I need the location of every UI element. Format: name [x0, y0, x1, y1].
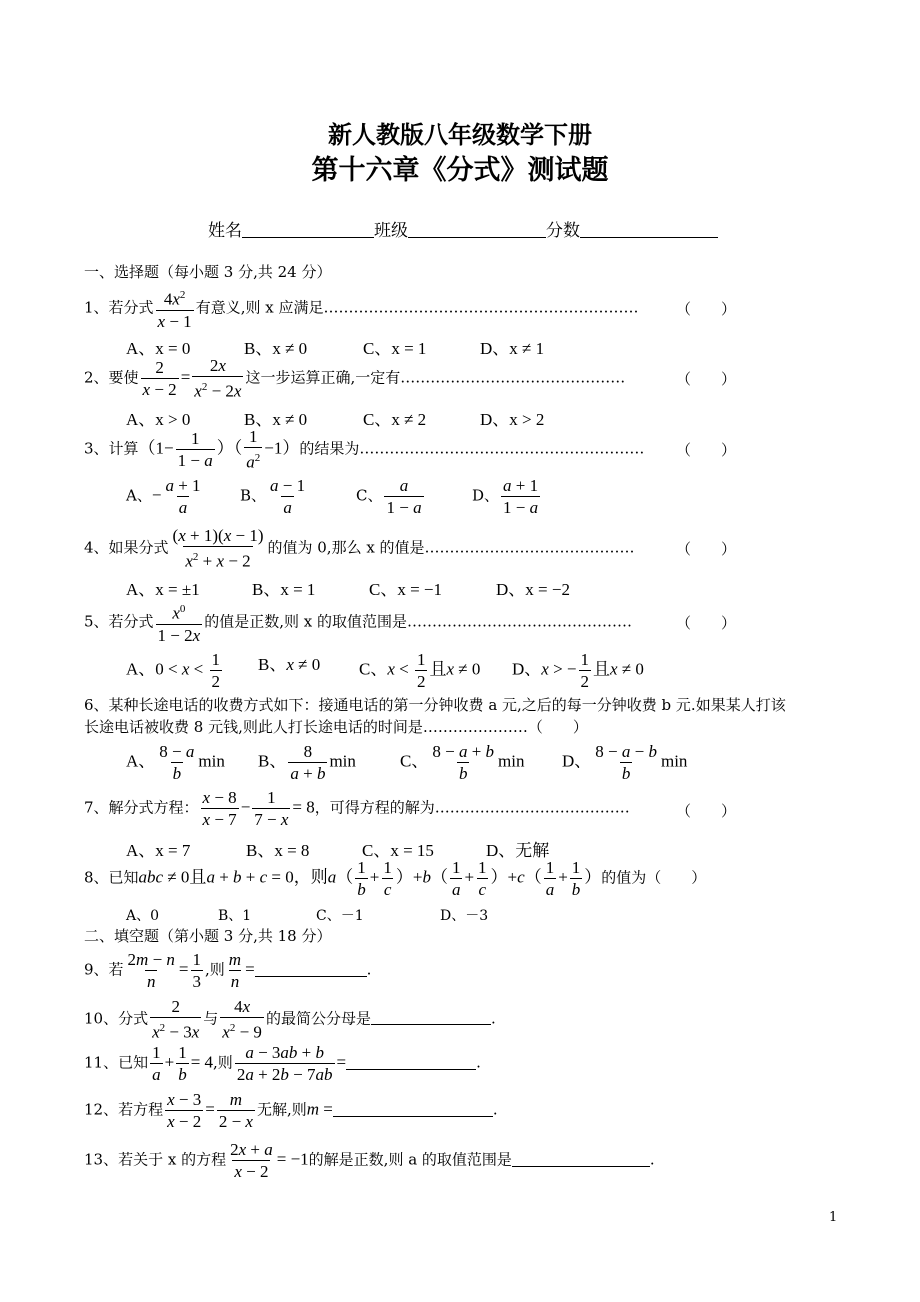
option-a[interactable]: A、0 < x < $\frac{1}{2}$ — [126, 650, 221, 691]
answer-paren[interactable]: （ ） — [676, 802, 737, 820]
option-b[interactable]: B、 $\frac{8}{a + b}$ min — [258, 742, 356, 783]
answer-blank[interactable] — [371, 1010, 491, 1025]
question-2: 2、要使 $\frac{2}{x - 2}$ = $\frac{2x}{x^2 - 2x}$ 这一步运算正确,一定有……………………………………… — [84, 356, 626, 401]
option-c[interactable]: C、x ≠ 2 — [363, 410, 427, 429]
option-b[interactable]: B、x ≠ 0 — [244, 339, 308, 358]
question-10: 10、分式 $\frac{2}{x^2 - 3x}$ 与 $\frac{4x}{x^2 - 9}$ 的最简公分母是 . — [84, 997, 496, 1042]
answer-paren[interactable]: （ ） — [676, 300, 737, 318]
option-a[interactable]: A、0 — [126, 908, 160, 924]
option-c[interactable]: C、x = 1 — [363, 339, 427, 358]
answer-blank[interactable] — [255, 962, 367, 977]
answer-blank[interactable] — [346, 1055, 476, 1070]
option-b[interactable]: B、1 — [218, 908, 252, 924]
answer-paren[interactable]: （ ） — [676, 370, 737, 388]
question-6-line2: 长途电话被收费 8 元钱,则此人打长途电话的时间是…………………（ ） — [84, 718, 588, 736]
option-c[interactable]: C、x = −1 — [369, 580, 443, 599]
answer-paren[interactable]: （ ） — [676, 614, 737, 632]
name-blank[interactable] — [242, 221, 374, 238]
option-a[interactable]: A、x = 7 — [126, 841, 191, 860]
option-b[interactable]: B、x ≠ 0 — [244, 410, 308, 429]
answer-paren[interactable]: （ ） — [676, 540, 737, 558]
class-blank[interactable] — [408, 221, 546, 238]
fraction: $\frac{4x^2}{x - 1}$ — [157, 289, 192, 331]
question-7: 7、解分式方程： $\frac{x - 8}{x - 7}$ − $\frac{1}{7 - x}$ = 8，可得方程的解为………………………………… — [84, 788, 630, 829]
option-b[interactable]: B、 $\frac{a - 1}{a}$ — [240, 476, 306, 517]
question-4: 4、如果分式 $\frac{(x + 1)(x - 1)}{x^2 + x - 2}$ 的值为 0,那么 x 的值是…………………………………… — [84, 526, 635, 571]
question-8: 8、已知abc ≠ 0且a + b + c = 0，则a（ $\frac{1}{b}$ + $\frac{1}{c}$ ）+b（ $\frac{1}{a}$ + $\frac{1}{c}$ ）+c（ $\frac{1}{a}$ + $\frac{1}{b}$ ）的值为（ ） — [84, 858, 707, 899]
option-a[interactable]: A、x = 0 — [126, 339, 191, 358]
option-d[interactable]: D、x ≠ 1 — [480, 339, 545, 358]
question-11: 11、已知 $\frac{1}{a}$ + $\frac{1}{b}$ = 4,则 $\frac{a - 3ab + b}{2a + 2b - 7ab}$ = . — [84, 1043, 481, 1084]
option-c[interactable]: C、 $\frac{a}{1 - a}$ — [356, 476, 422, 517]
option-c[interactable]: C、x < $\frac{1}{2}$ 且x ≠ 0 — [359, 650, 481, 691]
option-b[interactable]: B、x ≠ 0 — [258, 655, 321, 674]
option-d[interactable]: D、x = −2 — [496, 580, 570, 599]
document-title: 新人教版八年级数学下册 — [328, 121, 592, 149]
option-c[interactable]: C、x = 15 — [362, 841, 434, 860]
option-a[interactable]: A、x = ±1 — [126, 580, 200, 599]
question-5: 5、若分式 $\frac{x^0}{1 - 2x}$ 的值是正数,则 x 的取值范围是……………………………………… — [84, 603, 632, 645]
option-b[interactable]: B、x = 1 — [252, 580, 316, 599]
question-6-line1: 6、某种长途电话的收费方式如下：接通电话的第一分钟收费 a 元,之后的每一分钟收费 b 元.如果某人打该 — [84, 696, 786, 714]
section-heading-choice: 一、选择题（每小题 3 分,共 24 分） — [84, 263, 332, 281]
answer-blank[interactable] — [333, 1102, 493, 1117]
section-heading-fill: 二、填空题（第小题 3 分,共 18 分） — [84, 927, 332, 945]
option-d[interactable]: D、x > − $\frac{1}{2}$ 且x ≠ 0 — [512, 650, 644, 691]
option-d[interactable]: D、 $\frac{a + 1}{1 - a}$ — [472, 476, 539, 517]
option-d[interactable]: D、 $\frac{8 - a - b}{b}$ min — [562, 742, 688, 783]
question-9: 9、若 $\frac{2m - n}{n}$ = $\frac{1}{3}$ ,则 $\frac{m}{n}$ = . — [84, 950, 372, 991]
document-subtitle: 第十六章《分式》测试题 — [311, 155, 609, 186]
answer-blank[interactable] — [512, 1152, 650, 1167]
name-label: 姓名 — [208, 221, 242, 241]
option-a[interactable]: A、 $\frac{8 - a}{b}$ min — [126, 742, 225, 783]
question-13: 13、若关于 x 的方程 $\frac{2x + a}{x - 2}$ = −1的解是正数,则 a 的取值范围是 . — [84, 1140, 655, 1181]
option-c[interactable]: C、－1 — [316, 908, 364, 924]
option-d[interactable]: D、无解 — [486, 841, 550, 860]
question-3: 3、计算（1− $\frac{1}{1 - a}$ ）（ $\frac{1}{a^2}$ −1）的结果为………………………………………………… — [84, 427, 645, 472]
option-d[interactable]: D、－3 — [440, 908, 489, 924]
page-number: 1 — [829, 1210, 838, 1225]
question-1: 1、若分式 $\frac{4x^2}{x - 1}$ 有意义,则 x 应满足……………………………………………………… — [84, 286, 638, 331]
score-blank[interactable] — [580, 221, 718, 238]
option-c[interactable]: C、 $\frac{8 - a + b}{b}$ min — [400, 742, 525, 783]
option-b[interactable]: B、x = 8 — [246, 841, 310, 860]
question-12: 12、若方程 $\frac{x - 3}{x - 2}$ = $\frac{m}{2 - x}$ 无解,则m = . — [84, 1090, 498, 1131]
option-a[interactable]: A、x > 0 — [126, 410, 191, 429]
option-d[interactable]: D、x > 2 — [480, 410, 545, 429]
class-label: 班级 — [374, 221, 408, 241]
option-a[interactable]: A、− $\frac{a + 1}{a}$ — [126, 476, 201, 517]
score-label: 分数 — [546, 221, 580, 241]
answer-paren[interactable]: （ ） — [676, 441, 737, 459]
student-info-line — [208, 216, 718, 241]
